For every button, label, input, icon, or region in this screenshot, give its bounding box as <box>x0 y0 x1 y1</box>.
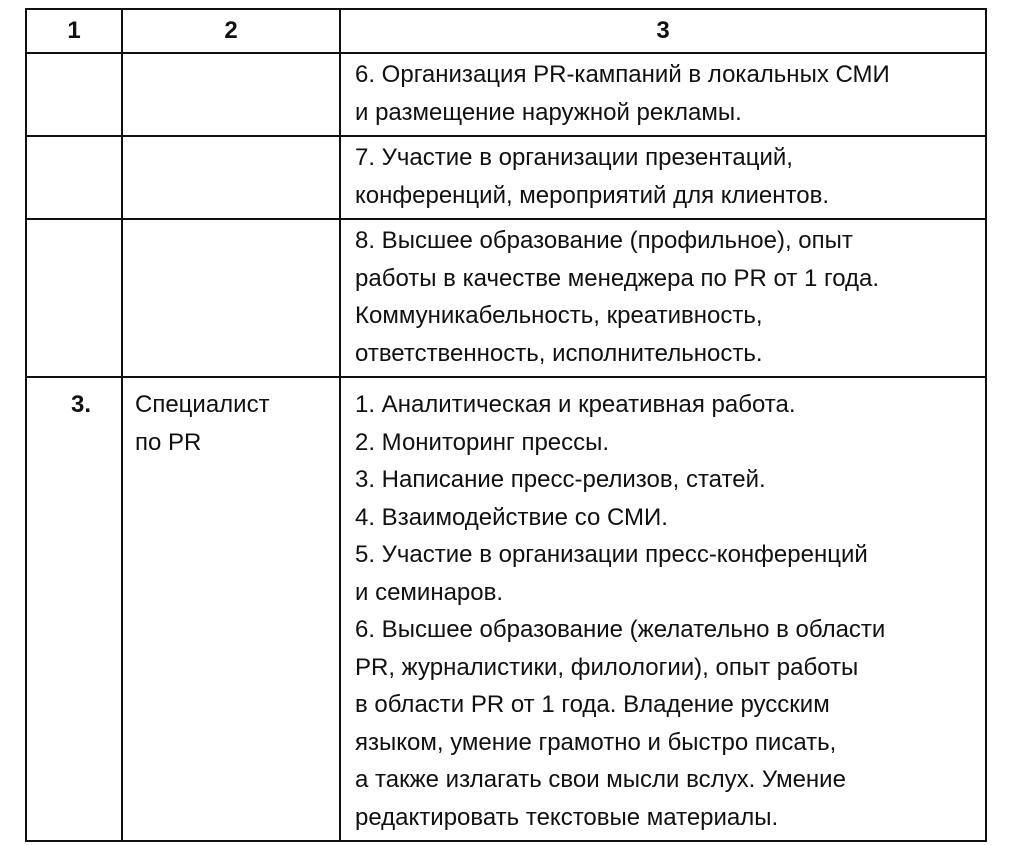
position-name-cell <box>122 53 340 136</box>
duty-line: конференций, мероприятий для клиентов. <box>355 181 830 209</box>
row-number-cell <box>26 136 122 219</box>
duty-line: языком, умение грамотно и быстро писать, <box>355 728 837 756</box>
duty-line: 2. Мониторинг прессы. <box>355 428 610 456</box>
duty-line: 7. Участие в организации презентаций, <box>355 144 793 171</box>
table-row <box>26 136 986 219</box>
duties-cell <box>340 136 986 219</box>
duty-line: 3. Написание пресс-релизов, статей. <box>355 466 766 493</box>
header-col-1: 1 <box>26 9 122 53</box>
duty-line: 8. Высшее образование (профильное), опыт <box>355 227 853 254</box>
duties-cell <box>340 377 986 841</box>
duty-line: и размещение наружной рекламы. <box>355 98 742 126</box>
duty-line: 6. Высшее образование (желательно в области <box>355 616 886 643</box>
table-row <box>26 53 986 136</box>
header-col-3: 3 <box>340 9 986 53</box>
table-row <box>26 219 986 377</box>
duty-line: PR, журналистики, филологии), опыт работы <box>355 653 859 681</box>
row-number: 3. <box>71 391 92 418</box>
position-name-line: Специалист <box>135 391 270 418</box>
position-name-cell <box>122 377 340 841</box>
duty-line: 5. Участие в организации пресс-конференций <box>355 541 868 568</box>
row-number-cell <box>26 219 122 377</box>
duty-line: а также излагать свои мысли вслух. Умение <box>355 766 846 793</box>
duty-line: редактировать текстовые материалы. <box>355 803 779 831</box>
duty-line: 6. Организация PR-кампаний в локальных СМИ <box>355 61 890 88</box>
duty-line: ответственность, исполнительность. <box>355 339 763 367</box>
duty-line: 1. Аналитическая и креативная работа. <box>355 391 796 418</box>
duty-line: Коммуникабельность, креативность, <box>355 302 763 329</box>
duty-line: работы в качестве менеджера по PR от 1 года. <box>355 264 880 292</box>
table-row <box>26 377 986 841</box>
duty-line: 4. Взаимодействие со СМИ. <box>355 503 668 531</box>
position-name-cell <box>122 136 340 219</box>
position-name-cell <box>122 219 340 377</box>
row-number-cell <box>26 377 122 841</box>
duty-line: в области PR от 1 года. Владение русским <box>355 691 830 718</box>
job-duties-table <box>25 8 987 842</box>
duties-cell <box>340 219 986 377</box>
position-name-line: по PR <box>135 428 202 456</box>
duty-line: и семинаров. <box>355 578 504 606</box>
header-row <box>26 9 986 53</box>
duties-cell <box>340 53 986 136</box>
header-col-2: 2 <box>122 9 340 53</box>
row-number-cell <box>26 53 122 136</box>
